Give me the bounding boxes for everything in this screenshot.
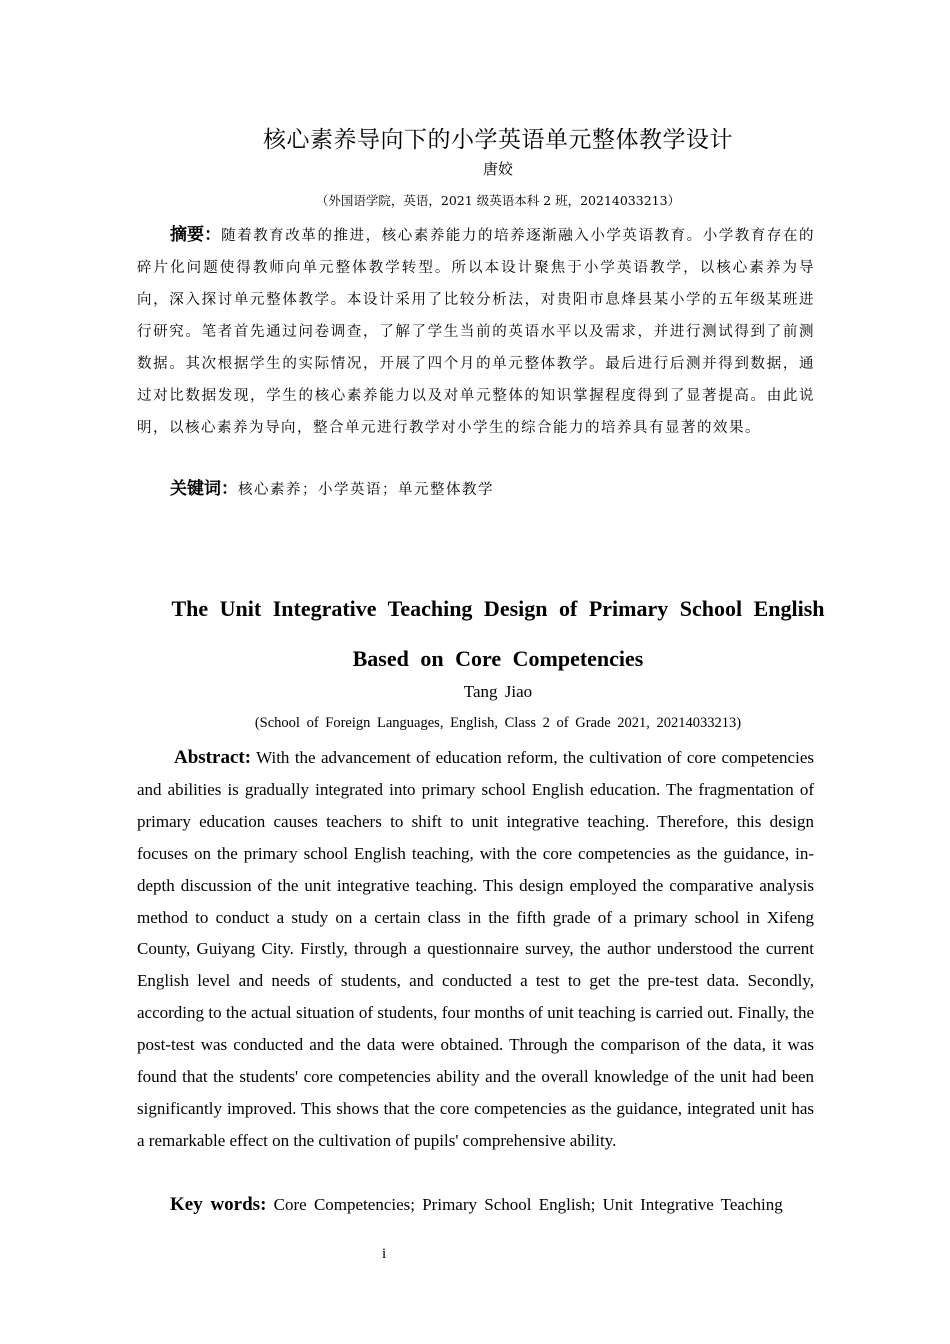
english-abstract-text: With the advancement of education reform, the cultivation of core competencies and abilities is gradually integrated into primary school English education. The fragmentation of primary education causes teachers to shift to unit integrative teaching. Therefore, this design focuses on the primary school English teaching, with the core competencies as the guidance, in-depth discussion of the unit integrative teaching. This design employed the comparative analysis method to conduct a study on a certain class in the fifth grade of a primary school in Xifeng County, Guiyang City. Firstly, through a questionnaire survey, the author understood the current English level and needs of students, and conducted a test to get the pre-test data. Secondly, according to the actual situation of students, four months of unit teaching is carried out. Finally, the post-test was conducted and the data were obtained. Through the comparison of the data, it was found that the students' core competencies ability and the overall knowledge of the unit had been significantly improved. This shows that the core competencies as the guidance, integrated unit has a remarkable effect on the cultivation of pupils' comprehensive ability. [137, 748, 814, 1150]
chinese-title: 核心素养导向下的小学英语单元整体教学设计 [263, 127, 733, 153]
chinese-keywords-text: 核心素养；小学英语；单元整体教学 [238, 482, 494, 498]
chinese-abstract-label: 摘要： [170, 225, 222, 245]
english-abstract [137, 742, 814, 1157]
english-title: The Unit Integrative Teaching Design of Primary School English Based on Core Competencies [171, 596, 825, 671]
english-affiliation: (School of Foreign Languages, English, Class 2 of Grade 2021, 20214033213) [254, 715, 742, 731]
english-keywords [170, 1189, 783, 1221]
chinese-abstract-text: 随着教育改革的推进，核心素养能力的培养逐渐融入小学英语教育。小学教育存在的碎片化问题使得教师向单元整体教学转型。所以本设计聚焦于小学英语教学，以核心素养为导向，深入探讨单元整体教学。本设计采用了比较分析法，对贵阳市息烽县某小学的五年级某班进行研究。笔者首先通过问卷调查，了解了学生当前的英语水平以及需求，并进行测试得到了前测数据。其次根据学生的实际情况，开展了四个月的单元整体教学。最后进行后测并得到数据，通过对比数据发现，学生的核心素养能力以及对单元整体的知识掌握程度得到了显著提高。由此说明，以核心素养为导向，整合单元进行教学对小学生的综合能力的培养具有显著的效果。 [137, 228, 815, 436]
page-number: i [382, 1246, 387, 1262]
english-keywords-label: Key words: [170, 1194, 267, 1215]
chinese-abstract [137, 219, 815, 444]
english-abstract-label: Abstract: [174, 747, 252, 768]
english-author: Tang Jiao [463, 682, 533, 701]
chinese-affiliation: （外国语学院，英语，2021 级英语本科 2 班，20214033213） [315, 193, 681, 208]
chinese-keywords [170, 473, 494, 506]
chinese-author: 唐姣 [482, 160, 513, 178]
english-keywords-text: Core Competencies; Primary School English; Unit Integrative Teaching [273, 1195, 783, 1214]
chinese-keywords-label: 关键词： [170, 479, 238, 499]
